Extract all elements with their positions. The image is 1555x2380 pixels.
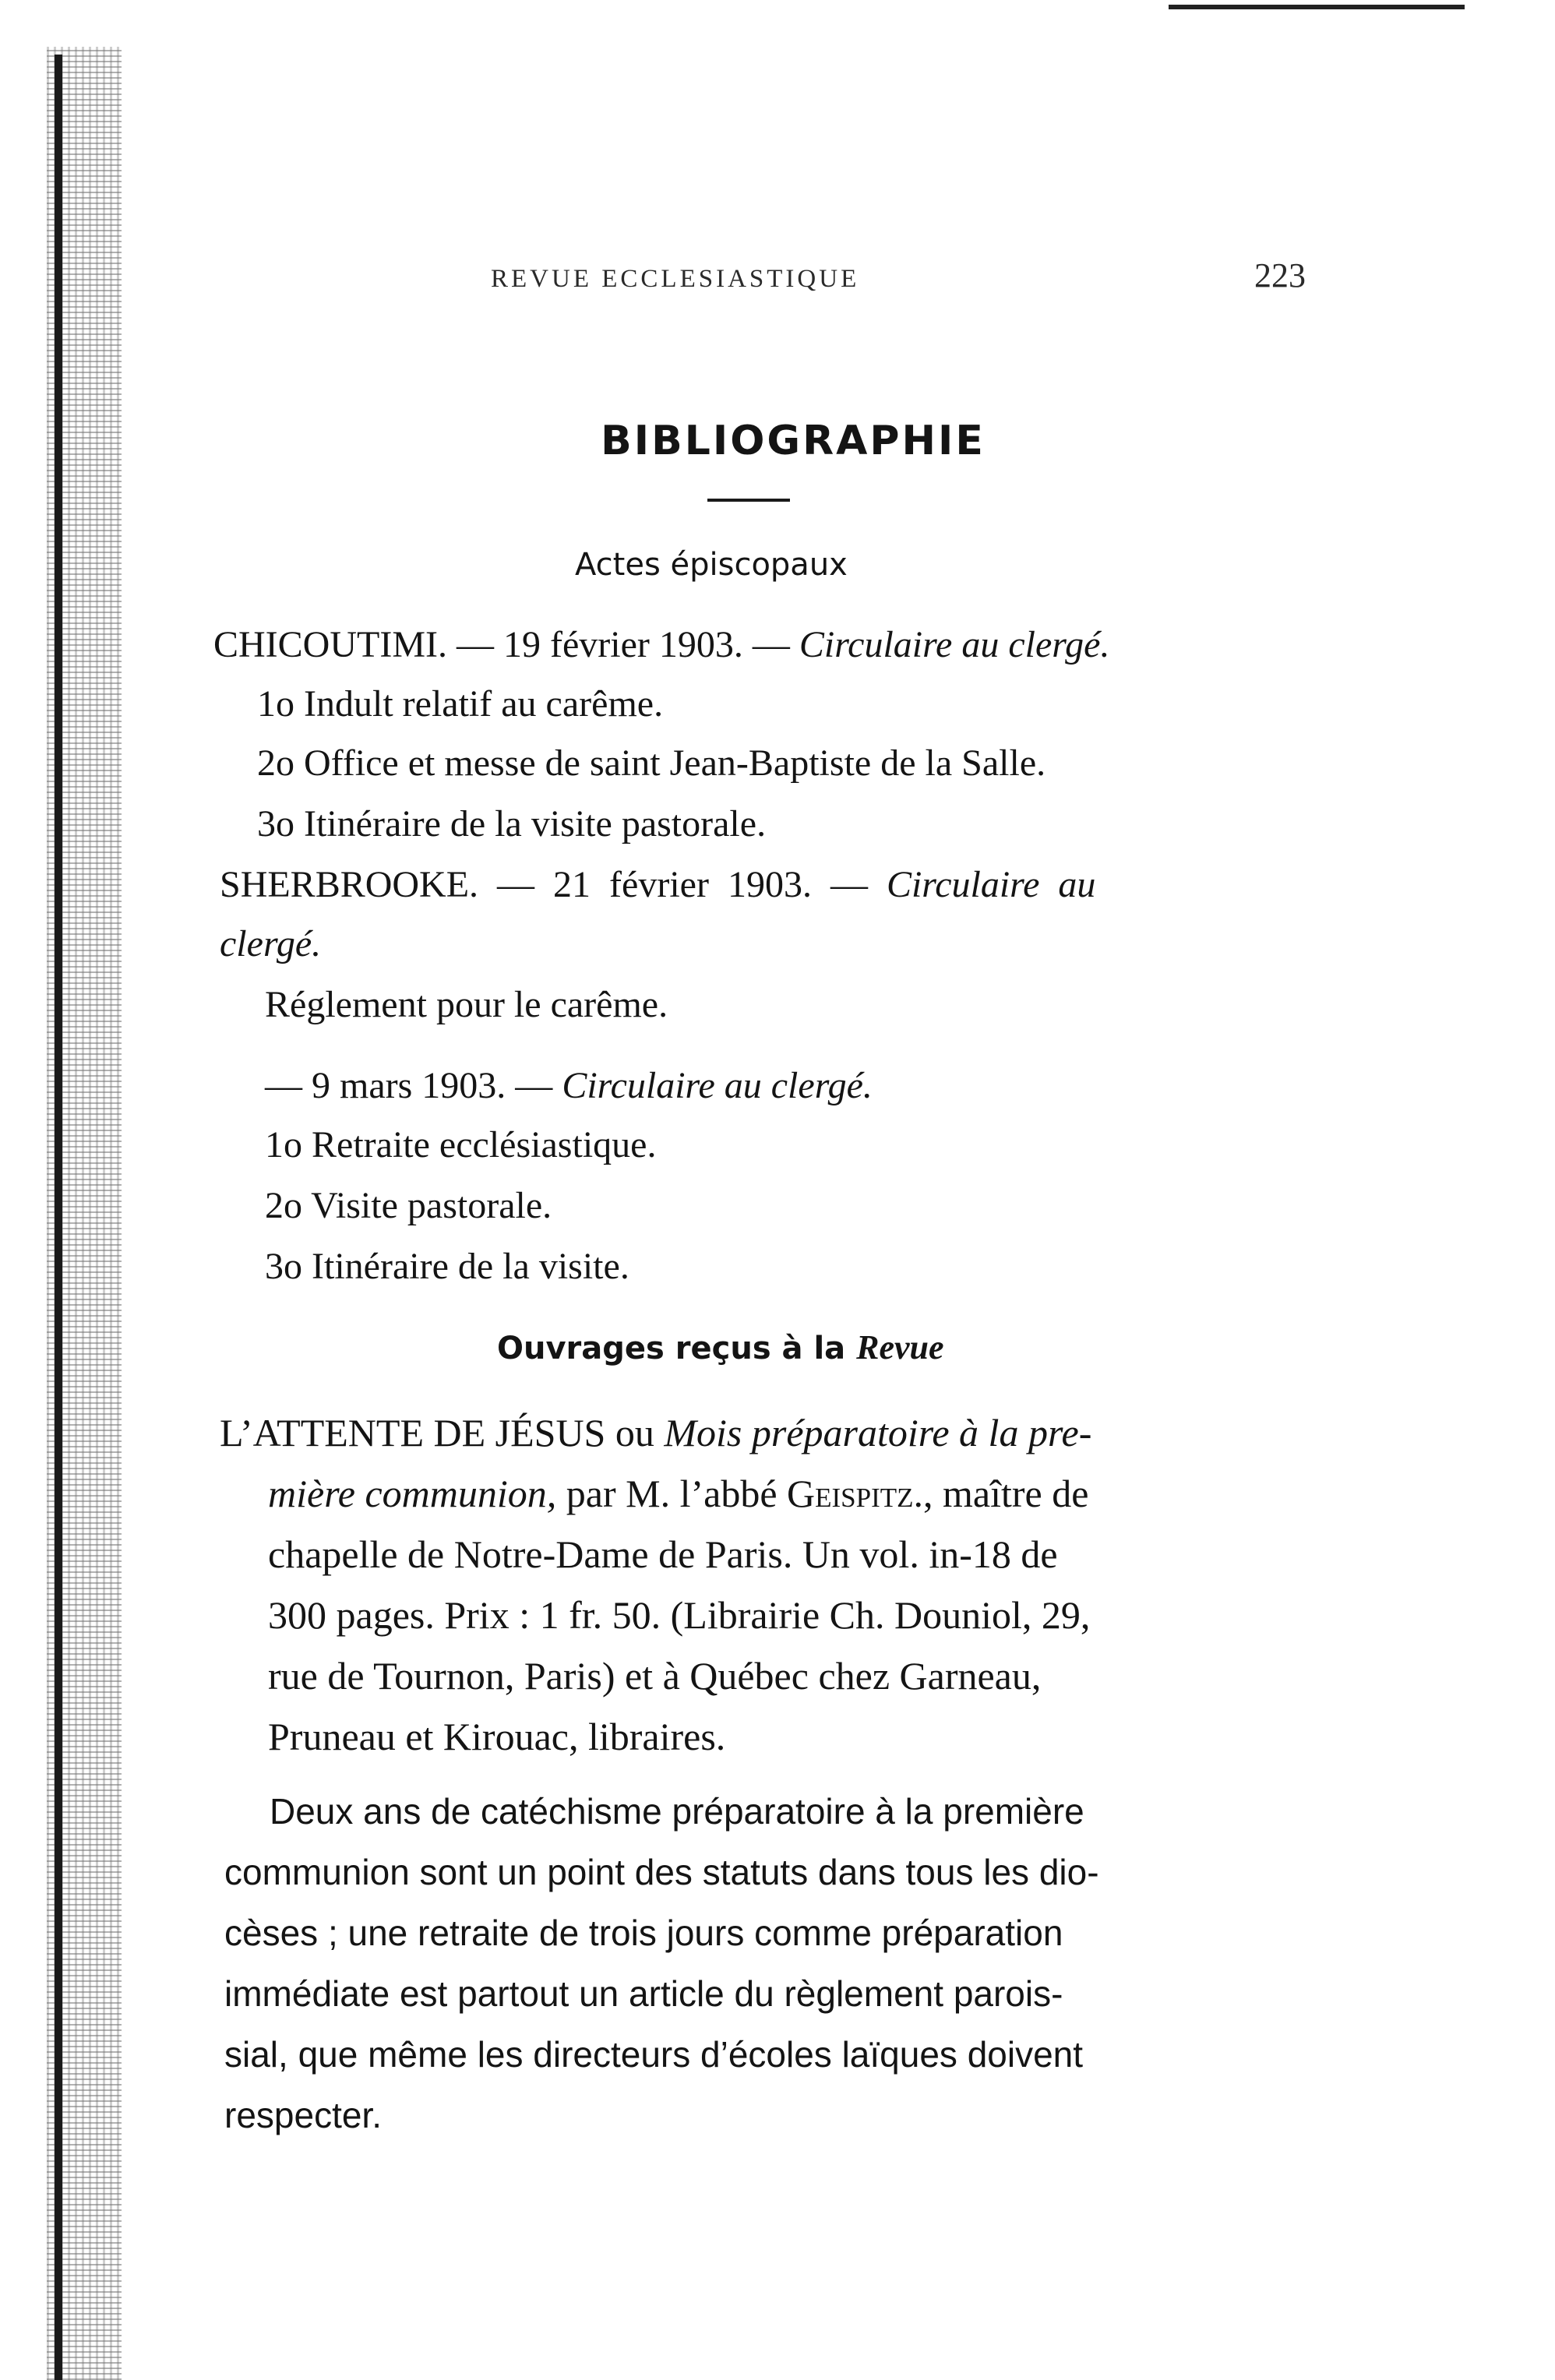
paragraph-line-1: Deux ans de catéchisme préparatoire à la première [270,1791,1084,1832]
chicoutimi-item-3: 3o Itinéraire de la visite pastorale. [257,803,767,844]
actes-heading: Actes épiscopaux [575,547,848,583]
sherbrooke-place: SHERBROOKE. [220,864,479,905]
attente-line-2: mière communion, par M. l’abbé Geispitz., maître de [268,1472,1089,1515]
attente-author: Geispitz. [787,1472,924,1515]
attente-title: L’ATTENTE DE JÉSUS [220,1411,606,1454]
sherbrooke-item-2-1: 1o Retraite ecclésiastique. [265,1124,657,1165]
sherbrooke-entry [220,866,1095,904]
paragraph-line-3: cèses ; une retraite de trois jours comme préparation [224,1913,1063,1953]
paragraph-line-4: immédiate est partout un article du règlement parois- [224,1973,1063,2014]
sherbrooke-item-2-2: 2o Visite pastorale. [265,1185,552,1226]
attente-line-1: L’ATTENTE DE JÉSUS ou Mois préparatoire à la pre- [220,1411,1092,1454]
section-title: BIBLIOGRAPHIE [601,418,986,464]
sherbrooke-doc-2: Circulaire au clergé. [562,1065,873,1106]
attente-line-6: Pruneau et Kirouac, libraires. [268,1715,726,1758]
chicoutimi-item-1: 1o Indult relatif au carême. [257,683,664,725]
paragraph-line-2: communion sont un point des statuts dans tous les dio- [224,1852,1099,1892]
chicoutimi-item-2: 2o Office et messe de saint Jean-Baptiste de la Salle. [257,742,1046,784]
sherbrooke-doc: Circulaire au [886,864,1096,905]
attente-line-3: chapelle de Notre-Dame de Paris. Un vol. in-18 de [268,1532,1058,1576]
sherbrooke-entry-2 [265,1067,873,1105]
title-rule [707,499,790,502]
sherbrooke-date: — 21 février 1903. — [497,864,868,905]
attente-line-5: rue de Tournon, Paris) et à Québec chez Garneau, [268,1654,1042,1698]
binding-edge-line [55,55,62,2380]
ouvrages-heading: Ouvrages reçus à la Revue [497,1328,944,1366]
chicoutimi-doc: Circulaire au clergé. [799,624,1110,665]
running-head: REVUE ECCLESIASTIQUE [491,265,860,293]
paragraph-line-6: respecter. [224,2095,382,2135]
chicoutimi-place: CHICOUTIMI. [213,624,447,665]
page-number: 223 [1254,256,1306,294]
top-edge-rule [1169,5,1465,9]
sherbrooke-doc-continued: clergé. [220,923,322,964]
sherbrooke-date-2: — 9 mars 1903. — [265,1065,553,1106]
chicoutimi-date: — 19 février 1903. — [456,624,790,665]
attente-subtitle: Mois préparatoire à la pre- [664,1411,1092,1454]
attente-line-4: 300 pages. Prix : 1 fr. 50. (Librairie Ch. Douniol, 29, [268,1593,1091,1637]
chicoutimi-entry [213,626,1109,664]
paragraph-line-5: sial, que même les directeurs d’écoles laïques doivent [224,2034,1084,2075]
sherbrooke-item: Réglement pour le carême. [265,984,668,1025]
sherbrooke-item-2-3: 3o Itinéraire de la visite. [265,1246,629,1287]
